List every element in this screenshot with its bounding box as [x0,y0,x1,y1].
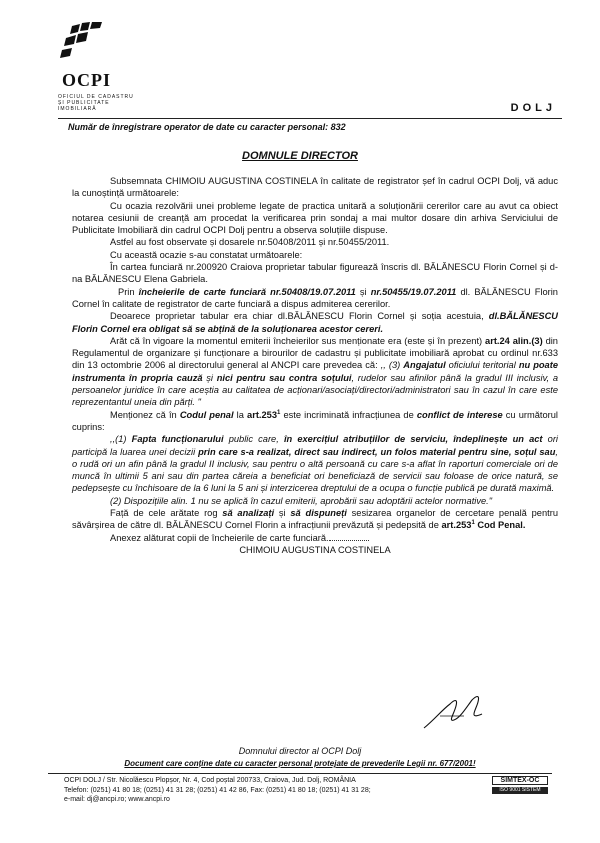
text-run: să analizați [222,508,275,519]
text-run: cu următorul cuprins: [72,409,558,432]
text-run: nu poate instrumenta în propria cauză [72,360,558,383]
header-divider [58,118,562,119]
paragraph: În cartea funciară nr.200920 Craiova proprietar tabular figurează înscris dl. BĂLĂNESCU Florin Cornel și d-na BĂLĂNESCU Elena Gabriela. [72,262,558,285]
paragraph: Subsemnata CHIMOIU AUGUSTINA COSTINELA în calitate de registrator șef în cadrul OCPI Dolj, vă aduc la cunoștință următoarele: [72,176,558,199]
registration-number: Număr de înregistrare operator de date cu caracter personal: 832 [68,122,346,132]
paragraph: Cu această ocazie s-au constatat următoarele: [110,249,303,260]
paragraph [72,532,558,544]
text-run: public care, [223,434,284,445]
text-run: să dispuneți [290,508,347,519]
addressee: Domnului director al OCPI Dolj [238,746,362,756]
text-run: Arăt că în vigoare la momentul emiterii încheierilor sus menționate era (este și în prezent) [110,335,486,346]
text-run: Fapta funcționarului [131,434,224,445]
text-run: prin care s-a realizat, direct sau indirect, un folos material pentru sine, soțul sau [198,446,556,457]
paragraph [72,286,558,311]
signature-line [329,540,369,541]
text-run: dl.BĂLĂNESCU Florin Cornel era obligat să se abțină de la soluționarea acestor cereri. [72,311,558,334]
text-run: art.253 [441,520,472,531]
text-run: Menționez că în [110,409,180,420]
paragraph: Cu ocazia rezolvării unei probleme legate de practica unitară a soluționării cererilor care au avut ca obiect notarea cesiunii de creanță am procedat la verificarea prin sondaj a mai multor dosare din arhiva Serviciului de Publicitate Imobiliară din cadrul OCPI Dolj pentru a observa soluțiile dispuse. [72,200,558,236]
simtex-label: SIMTEX-OC [492,776,548,785]
text-run: art.253 [247,409,278,420]
signatory-name: CHIMOIU AUGUSTINA COSTINELA [239,544,391,555]
superscript: 1 [471,520,475,527]
text-run: sesizarea organelor de cercetare penală pentru săvârșirea de către dl. BĂLĂNESCU Cornel Florin a infracțiunii prevăzută și pedepsită de [72,508,558,531]
contact-line: Telefon: (0251) 41 80 18; (0251) 41 31 28; (0251) 41 42 86, Fax: (0251) 41 80 18; (0251) 41 31 28; [64,786,371,794]
superscript: 1 [277,409,281,416]
text-run: nr.50455/19.07.2011 [370,286,457,297]
text-run: oficiului teritorial [445,360,519,371]
text-run: la [233,409,248,420]
logo-sub-line: ȘI PUBLICITATE [58,100,110,106]
address-line: OCPI DOLJ / Str. Nicolăescu Plopșor, Nr. 4, Cod poștal 200733, Craiova, Jud. Dolj, ROMÂNIA [64,777,356,784]
email-line: e-mail: dj@ancpi.ro; www.ancpi.ro [64,796,170,803]
paragraph: Astfel au fost observate și dosarele nr.50408/2011 și nr.50455/2011. [110,237,390,248]
text-run: și [202,372,217,383]
text-run: Anexez alăturat copii de încheierile de carte funciară. [110,532,329,543]
text-run: Angajatul [403,360,446,371]
paragraph [72,433,558,494]
footer-divider [48,773,552,774]
text-run: încheierile de carte funciară nr.50408/19.07.2011 [138,286,356,297]
text-run: Deoarece proprietar tabular era chiar dl.BĂLĂNESCU Florin Cornel și soția acestuia, [110,311,489,322]
text-run: art.24 alin.(3) [485,335,543,346]
logo-text: OCPI [62,70,111,90]
text-run: este incriminată infracțiunea de [280,409,417,420]
text-run: ori participă la luarea unei decizii [72,434,558,457]
text-run: Codul penal [179,409,234,420]
certification-badge [492,776,548,800]
text-run: dl. BĂLĂNESCU Florin Cornel în calitate de registrator de carte funciară a dispus admiterea cererilor. [72,286,558,309]
paragraph [72,335,558,409]
paragraph [72,507,558,532]
paragraph [72,310,558,335]
text-run: conflict de interese [416,409,503,420]
letter-body [72,175,558,556]
text-run: și [274,508,291,519]
text-run: și [355,286,371,297]
county-label: DOLJ [510,102,556,114]
text-run: , o rudă ori un afin până la gradul II inclusiv, sau pentru o altă persoană cu care s-a aflat în raporturi comerciale ori de muncă în ultimii 5 ani sau din partea căreia a beneficiat ori beneficiază de servicii sau foloase de orice natură, se pedepsește cu închisoare de la 6 luni la 5 ani și interzicerea dreptului de a ocupa o funcție publică pe durată maximă. [72,446,559,494]
text-run: nici pentru sau contra soțului [216,372,352,383]
text-run: Cod Penal. [474,520,526,531]
ocpi-logo-mark-icon [58,22,106,62]
paragraph [72,409,558,434]
text-run: din Regulamentul de organizare și funcționare a birourilor de cadastru și publicitate imobiliară aprobat cu ordinul nr.633 din 13 octombrie 2006 al directorului general al ANCPI care prevedea că: [72,335,558,371]
logo-sub-line: IMOBILIARĂ [58,106,97,112]
logo-sub-line: OFICIUL DE CADASTRU [58,94,134,100]
text-run: , rudelor sau afinilor până la gradul III inclusiv, a persoanelor juridice în care aceștia au calitatea de acționari/asociați/directori/administratori sau în cazul în care este reprezentantul uneia din părți. " [72,372,559,408]
ocpi-logo [58,22,134,112]
personal-data-notice: Document care conține date cu caracter personal protejate de prevederile Legii nr. 677/2001! [124,759,476,768]
handwritten-signature [420,690,490,735]
text-run: ,, (3) [380,360,404,371]
logo-subtitle [58,94,134,112]
text-run: Prin [118,286,139,297]
text-run: în exercițiul atribuțiilor de serviciu, îndeplinește un act [283,434,543,445]
text-run: ,,(1) [110,434,132,445]
footer-address [64,776,464,805]
letter-title: DOMNULE DIRECTOR [242,150,358,162]
certification-bar: ISO 9001 SISTEM CERTIFICAT [492,787,548,794]
text-run: Față de cele arătate rog [110,508,223,519]
paragraph: (2) Dispozițiile alin. 1 nu se aplică în cazul emiterii, aprobării sau adoptării actelor normative." [110,495,493,506]
